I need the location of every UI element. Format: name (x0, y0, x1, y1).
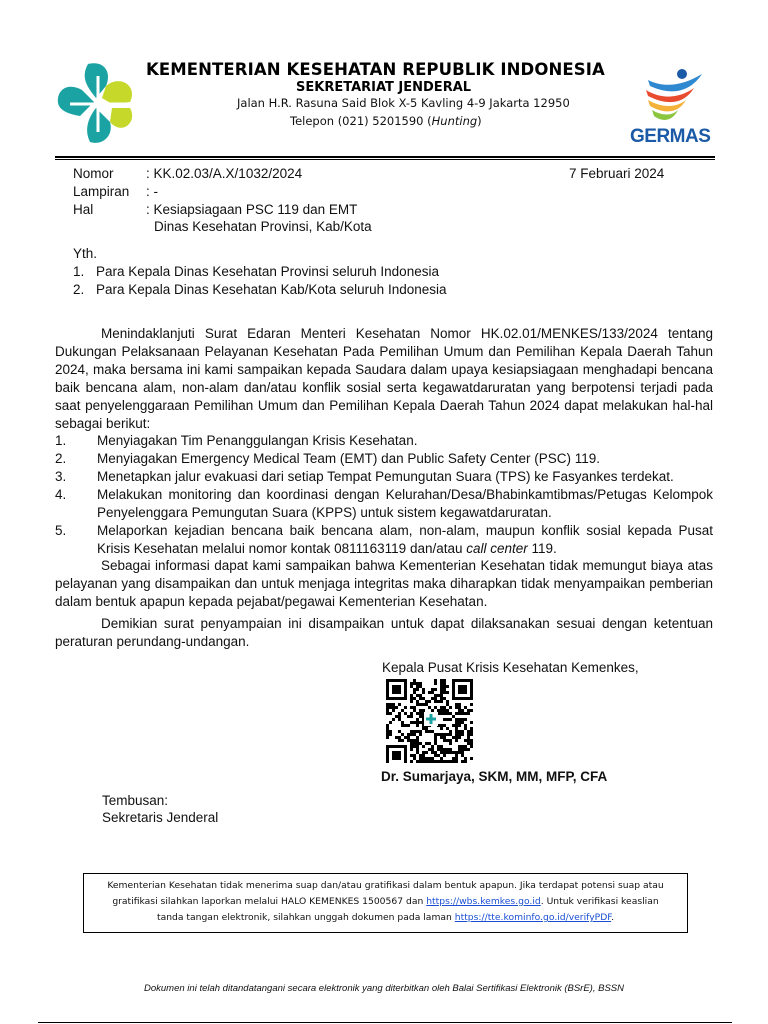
list-item-text: Menetapkan jalur evakuasi dari setiap Tempat Pemungutan Suara (TPS) ke Fasyankes terdekat. (97, 469, 674, 484)
call-center-term: call center (466, 541, 528, 556)
hal-value-continued: Dinas Kesehatan Provinsi, Kab/Kota (154, 219, 372, 234)
list-item-number: 2. (55, 451, 67, 466)
header-rule-thin (55, 159, 715, 160)
integrity-paragraph (55, 557, 713, 611)
header-rule (55, 156, 715, 158)
list-item-text: Menyiagakan Emergency Medical Team (EMT) dan Public Safety Center (PSC) 119. (97, 451, 600, 466)
list-item (55, 450, 713, 468)
secretariat-name: SEKRETARIAT JENDERAL (296, 80, 472, 95)
integrity-text: Sebagai informasi dapat kami sampaikan bahwa Kementerian Kesehatan tidak memungut biaya atas pelayanan yang disampaikan dan untuk menjaga integritas maka diharapkan tidak menyampaikan pemberian dalam bentuk apapun kepada pejabat/pegawai Kementerian Kesehatan. (55, 558, 713, 609)
notice-line: tanda tangan elektronik, silahkan unggah dokumen pada laman https://tte.kominfo.go.id/verifyPDF. (156, 912, 614, 923)
list-item-number: 4. (55, 487, 67, 502)
action-list (55, 432, 713, 558)
signer-name: Dr. Sumarjaya, SKM, MM, MFP, CFA (381, 769, 608, 784)
letter-date: 7 Februari 2024 (569, 166, 665, 181)
signature-qr-code (385, 679, 475, 763)
notice-line: gratifikasi silahkan laporkan melalui HALO KEMENKES 1500567 dan https://wbs.kemkes.go.id. Untuk verifikasi keaslian (112, 896, 659, 907)
lampiran-label: Lampiran (73, 184, 130, 199)
yth-label: Yth. (73, 246, 98, 261)
list-item (55, 486, 713, 522)
list-item-number: 3. (55, 469, 67, 484)
recipient-item: Para Kepala Dinas Kesehatan Provinsi seluruh Indonesia (96, 264, 439, 279)
anti-gratification-notice (83, 873, 688, 933)
recipient-number: 1. (73, 264, 85, 279)
closing-paragraph (55, 615, 713, 651)
list-item-text: Melaporkan kejadian bencana baik bencana alam, non-alam, maupun konflik sosial kepada Pusat Krisis Kesehatan melalui nomor kontak 0811163119 dan/atau (97, 523, 713, 556)
hal-label: Hal (73, 202, 94, 217)
recipient-number: 2. (73, 282, 85, 297)
kemenkes-logo (52, 56, 140, 152)
page-bottom-rule (38, 1022, 732, 1023)
lampiran-value: : - (146, 184, 158, 199)
list-item-number: 5. (55, 523, 67, 538)
verify-pdf-link[interactable]: https://tte.kominfo.go.id/verifyPDF (454, 912, 612, 923)
hal-value: : Kesiapsiagaan PSC 119 dan EMT (146, 202, 358, 217)
list-item-number: 1. (55, 433, 67, 448)
intro-paragraph (55, 325, 713, 433)
recipient-item: Para Kepala Dinas Kesehatan Kab/Kota seluruh Indonesia (96, 282, 447, 297)
nomor-label: Nomor (73, 166, 114, 181)
wbs-link[interactable]: https://wbs.kemkes.go.id (426, 896, 541, 907)
notice-line: Kementerian Kesehatan tidak menerima suap dan/atau gratifikasi dalam bentuk apapun. Jika terdapat potensi suap atau (107, 880, 664, 891)
list-item (55, 432, 713, 450)
intro-text: Menindaklanjuti Surat Edaran Menteri Kesehatan Nomor HK.02.01/MENKES/133/2024 tentang Dukungan Pelaksanaan Pelayanan Kesehatan Pada Pemilihan Umum dan Pemilihan Kepala Daerah Tahun 2024, maka bersama ini kami sampaikan kepada Saudara dalam upaya kesiapsiagaan menghadapi bencana baik bencana alam, non-alam dan/atau konflik sosial serta kegawatdaruratan yang berpotensi terjadi pada saat penyelenggaraan Pemilihan Umum dan Pemilihan Kepala Daerah Tahun 2024 dapat melakukan hal-hal sebagai berikut: (55, 326, 713, 431)
closing-text: Demikian surat penyampaian ini disampaikan untuk dapat dilaksanakan sesuai dengan ketentuan peraturan perundang-undangan. (55, 616, 713, 649)
germas-label: GERMAS (630, 126, 711, 147)
bsre-footer: Dokumen ini telah ditandatangani secara elektronik yang diterbitkan oleh Balai Sertifikasi Elektronik (BSrE), BSSN (144, 983, 624, 994)
signer-title: Kepala Pusat Krisis Kesehatan Kemenkes, (382, 660, 639, 675)
cc-item: Sekretaris Jenderal (102, 810, 219, 825)
ministry-address: Jalan H.R. Rasuna Said Blok X-5 Kavling 4-9 Jakarta 12950 (237, 96, 570, 110)
nomor-value: : KK.02.03/A.X/1032/2024 (146, 166, 303, 181)
ministry-phone: Telepon (021) 5201590 (Hunting) (290, 114, 482, 128)
ministry-name: KEMENTERIAN KESEHATAN REPUBLIK INDONESIA (146, 60, 605, 79)
kemenkes-logo-mark (58, 63, 132, 143)
list-item-text: Menyiagakan Tim Penanggulangan Krisis Kesehatan. (97, 433, 418, 448)
list-item (55, 468, 713, 486)
list-item: 5. Melaporkan kejadian bencana baik bencana alam, non-alam, maupun konflik sosial kepada Pusat Krisis Kesehatan melalui nomor kontak 0811163119 dan/atau call center 119. (55, 523, 713, 556)
list-item-text: Melakukan monitoring dan koordinasi dengan Kelurahan/Desa/Bhabinkamtibmas/Petugas Kelompok Penyelenggara Pemungutan Suara (KPPS) untuk sistem kegawatdaruratan. (97, 487, 713, 520)
cc-label: Tembusan: (102, 793, 169, 808)
